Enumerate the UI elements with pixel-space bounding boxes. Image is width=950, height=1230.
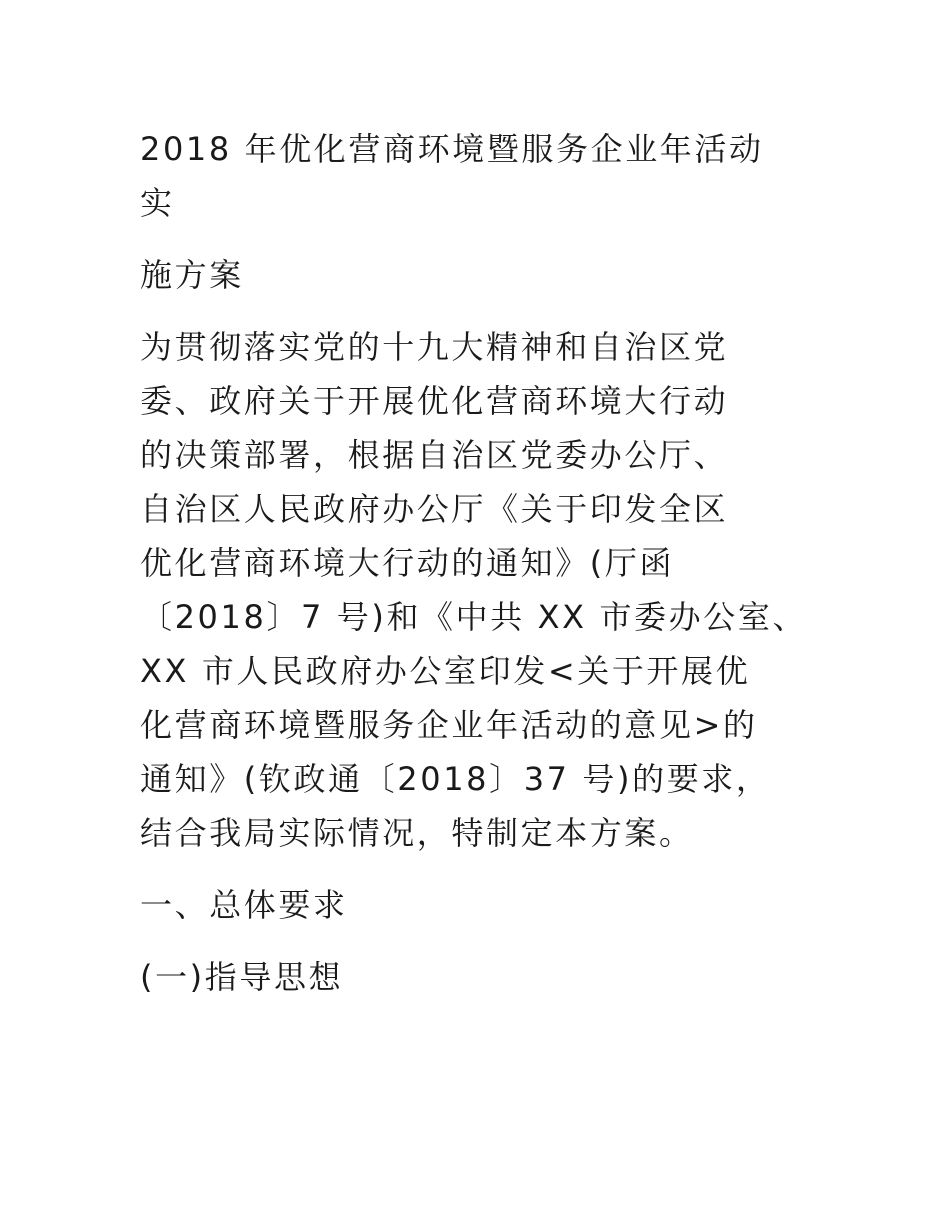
document-subtitle — [140, 248, 812, 302]
paragraph-line: 通知》(钦政通〔2018〕37 号)的要求， — [140, 760, 771, 798]
paragraph-line: 委、政府关于开展优化营商环境大行动 — [140, 382, 729, 420]
paragraph-line: 的决策部署，根据自治区党委办公厅、 — [140, 436, 729, 474]
section-heading-text: 一、总体要求 — [140, 886, 348, 924]
paragraph-line: 〔2018〕7 号)和《中共 XX 市委办公室、 — [140, 598, 808, 636]
subtitle-line: 施方案 — [140, 256, 244, 294]
section-heading — [140, 878, 812, 932]
paragraph-line: XX 市人民政府办公室印发<关于开展优 — [140, 652, 751, 690]
subsection-heading — [140, 950, 812, 1004]
paragraph-line: 为贯彻落实党的十九大精神和自治区党 — [140, 328, 729, 366]
subsection-heading-text: (一)指导思想 — [140, 958, 344, 996]
title-line: 2018 年优化营商环境暨服务企业年活动 — [140, 130, 764, 168]
document-page — [140, 122, 812, 1022]
paragraph-line: 结合我局实际情况，特制定本方案。 — [140, 814, 694, 852]
title-line: 实 — [140, 184, 175, 222]
paragraph-line: 自治区人民政府办公厅《关于印发全区 — [140, 490, 729, 528]
paragraph-line: 优化营商环境大行动的通知》(厅函 — [140, 544, 675, 582]
document-title — [140, 122, 812, 230]
paragraph-line: 化营商环境暨服务企业年活动的意见>的 — [140, 706, 758, 744]
intro-paragraph — [140, 320, 812, 860]
